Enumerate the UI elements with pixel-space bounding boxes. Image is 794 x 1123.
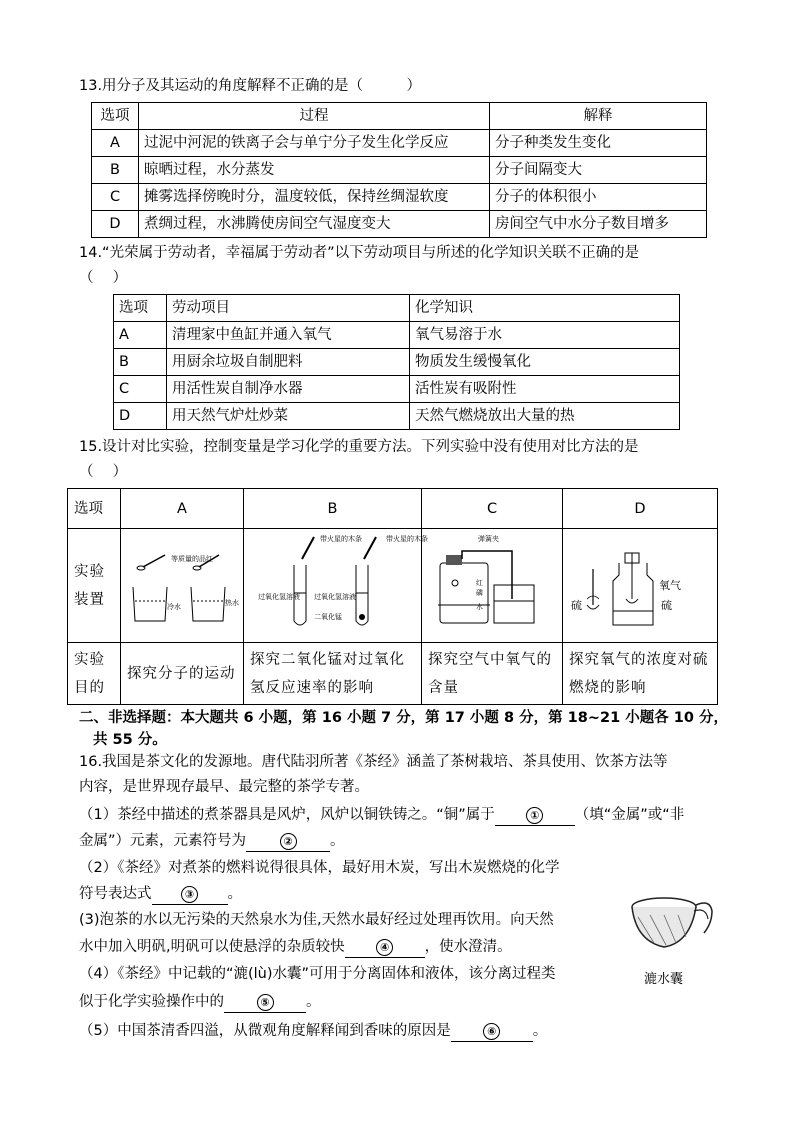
figure-d-o2: 氧气 [659, 579, 681, 592]
table-row [114, 349, 680, 376]
q16-intro-line2: 内容，是世界现存最早、最完整的茶学专著。 [79, 779, 369, 795]
blank-number: ② [280, 833, 297, 850]
text-span: 水中加入明矾,明矾可以使悬浮的杂质较快 [79, 939, 345, 955]
table-header-cell: 劳动项目 [167, 295, 410, 322]
table-cell: 煮绸过程，水沸腾使房间空气湿度变大 [139, 211, 490, 238]
q14-stem-line2: （ ） [79, 270, 128, 286]
section-heading-line1: 二、非选择题：本大题共 6 小题，第 16 小题 7 分，第 17 小题 8 分，第 18~21 小题各 10 分， [79, 710, 728, 726]
blank-number: ③ [181, 886, 198, 903]
text-span: 。 [306, 994, 321, 1010]
q13-stem: 13.用分子及其运动的角度解释不正确的是（ ） [79, 78, 422, 94]
table-row [114, 322, 680, 349]
q16-part2-line2 [79, 884, 242, 905]
table-cell: 分子种类发生变化 [490, 130, 707, 157]
table-cell: 探究二氧化锰对过氧化氢反应速率的影响 [244, 643, 422, 705]
blank-number: ⑥ [483, 1023, 500, 1040]
table-row [68, 529, 718, 643]
table-row [92, 130, 707, 157]
table-cell: 探究氧气的浓度对硫燃烧的影响 [563, 643, 718, 705]
figure-c-cell [422, 529, 563, 643]
figure-c-clamp: 弹簧夹 [478, 535, 499, 543]
table-header-cell: 过程 [139, 103, 490, 130]
figure-a-beakers [121, 529, 241, 633]
table-row [114, 376, 680, 403]
table-cell: 晾晒过程，水分蒸发 [139, 157, 490, 184]
text-span: 。 [227, 886, 242, 902]
figure-a-cell [121, 529, 244, 643]
q16-part3-line1: (3)泡茶的水以无污染的天然泉水为佳,天然水最好经过处理再饮用。向天然 [79, 912, 554, 928]
figure-c-apparatus [422, 529, 562, 633]
table-row [92, 157, 707, 184]
text-span: 似于化学实验操作中的 [79, 994, 224, 1010]
text-span: （5）中国茶清香四溢，从微观角度解释闻到香味的原因是 [79, 1023, 451, 1039]
table-cell: C [114, 376, 167, 403]
table-cell: 氧气易溶于水 [410, 322, 680, 349]
table-cell: 摊雾选择傍晚时分，温度较低，保持丝绸湿软度 [139, 184, 490, 211]
figure-b-right-bottom2: 二氧化锰 [314, 613, 342, 621]
q15-stem-line2: （ ） [79, 464, 128, 480]
table-cell: 房间空气中水分子数目增多 [490, 211, 707, 238]
table-row [92, 211, 707, 238]
q16-part3-line2 [79, 937, 512, 958]
table-header-cell: 解释 [490, 103, 707, 130]
q16-part5-line1 [79, 1021, 547, 1042]
text-span: ，使水澄清。 [424, 939, 512, 955]
figure-d-combustion [563, 529, 713, 633]
table-header-cell: 选项 [92, 103, 139, 130]
figure-b-test-tubes [244, 529, 428, 633]
q15-stem-line1: 15.设计对比实验，控制变量是学习化学的重要方法。下列实验中没有使用对比方法的是 [79, 439, 639, 455]
table-cell: 分子间隔变大 [490, 157, 707, 184]
table-cell: 天然气燃烧放出大量的热 [410, 403, 680, 430]
table-header-row [68, 489, 718, 529]
strainer-bag-icon [624, 893, 718, 955]
table-cell: B [114, 349, 167, 376]
table-cell: D [114, 403, 167, 430]
table-row [114, 403, 680, 430]
answer-blank-4[interactable] [345, 937, 425, 958]
blank-number: ④ [376, 939, 393, 956]
answer-blank-3[interactable] [152, 884, 228, 905]
q16-part4-line2 [79, 992, 321, 1013]
figure-b-left-top: 带火星的木条 [320, 535, 362, 543]
table-cell: C [92, 184, 139, 211]
table-cell: B [92, 157, 139, 184]
figure-a-label-right: 热水 [225, 599, 239, 607]
figure-a-label-top: 等质量的品红 [171, 555, 213, 563]
table-row [92, 184, 707, 211]
figure-b-right-bottom1: 过氧化氢溶液 [314, 593, 356, 601]
table-header-cell: 选项 [114, 295, 167, 322]
text-span: （填“金属”或“非 [574, 807, 685, 823]
table-header-cell: A [121, 489, 244, 529]
figure-b-cell [244, 529, 428, 643]
table-cell: 探究空气中氧气的含量 [422, 643, 563, 705]
table-header-cell: C [422, 489, 563, 529]
text-span: （1）茶经中描述的煮茶器具是风炉，风炉以铜铁铸之。“铜”属于 [79, 807, 495, 823]
answer-blank-2[interactable] [246, 831, 330, 852]
table-header-row [92, 103, 707, 130]
figure-d-s: 硫 [661, 599, 672, 612]
table-cell: 实验装置 [68, 529, 121, 643]
text-span: 金属”）元素，元素符号为 [79, 833, 247, 849]
figure-d-cell [563, 529, 718, 643]
q13-table [91, 102, 707, 238]
table-header-cell: B [244, 489, 422, 529]
text-span: 符号表达式 [79, 886, 152, 902]
q16-part4-line1: （4）《茶经》中记载的“漉(lù)水囊”可用于分离固体和液体，该分离过程类 [79, 966, 556, 982]
q15-table [67, 488, 718, 705]
figure-b-left-bottom: 过氧化氢溶液 [258, 593, 300, 601]
table-cell: 探究分子的运动 [121, 643, 244, 705]
figure-c-water: 水 [476, 603, 483, 611]
figure-c-p1: 红 [476, 579, 483, 587]
table-header-cell: 化学知识 [410, 295, 680, 322]
q16-part2-line1: （2）《茶经》对煮茶的燃料说得很具体，最好用木炭，写出木炭燃烧的化学 [79, 860, 560, 876]
answer-blank-5[interactable] [224, 992, 306, 1013]
table-cell: 用厨余垃圾自制肥料 [167, 349, 410, 376]
table-cell: 用活性炭自制净水器 [167, 376, 410, 403]
blank-number: ⑤ [257, 994, 274, 1011]
table-cell: 用天然气炉灶炒菜 [167, 403, 410, 430]
text-span: 。 [532, 1023, 548, 1039]
table-cell: 清理家中鱼缸并通入氧气 [167, 322, 410, 349]
table-cell: 分子的体积很小 [490, 184, 707, 211]
table-row [68, 643, 718, 705]
figure-b-right-top: 带火星的木条 [386, 535, 428, 543]
q14-table [113, 294, 680, 430]
table-header-cell: 选项 [68, 489, 121, 529]
table-cell: 活性炭有吸附性 [410, 376, 680, 403]
figure-caption: 漉水囊 [644, 972, 684, 987]
table-cell: 过泥中河泥的铁离子会与单宁分子发生化学反应 [139, 130, 490, 157]
answer-blank-1[interactable] [495, 805, 575, 826]
table-cell: A [92, 130, 139, 157]
table-cell: 实验目的 [68, 643, 121, 705]
figure-a-label-left: 冷水 [167, 603, 181, 611]
answer-blank-6[interactable] [451, 1021, 533, 1042]
q16-intro-line1: 16.我国是茶文化的发源地。唐代陆羽所著《茶经》涵盖了茶树栽培、茶具使用、饮茶方法等 [79, 754, 668, 770]
section-heading-line2: 共 55 分。 [93, 732, 167, 748]
table-cell: D [92, 211, 139, 238]
table-header-row [114, 295, 680, 322]
q14-stem-line1: 14.“光荣属于劳动者，幸福属于劳动者”以下劳动项目与所述的化学知识关联不正确的是 [79, 245, 640, 261]
table-header-cell: D [563, 489, 718, 529]
figure-d-left: 硫 [571, 599, 582, 612]
q16-part1-line2 [79, 831, 345, 852]
table-cell: 物质发生缓慢氧化 [410, 349, 680, 376]
table-cell: A [114, 322, 167, 349]
blank-number: ① [526, 807, 543, 824]
figure-c-p2: 磷 [476, 589, 483, 597]
text-span: 。 [330, 833, 345, 849]
q16-part1-line1 [79, 805, 684, 826]
